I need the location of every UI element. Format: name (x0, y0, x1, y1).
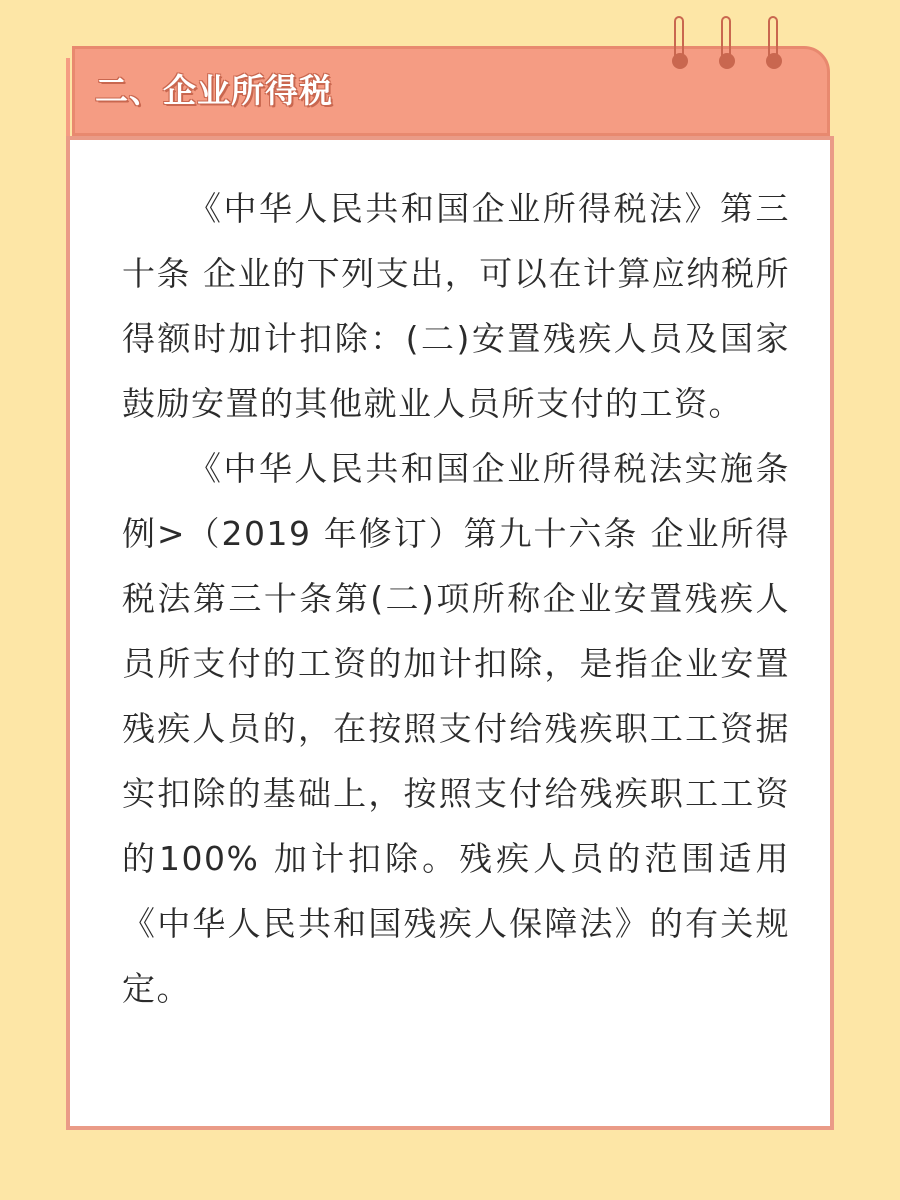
binder-ring-icon (671, 16, 689, 72)
section-title: 二、企业所得税 (95, 71, 333, 110)
section-header (72, 46, 830, 136)
header-side-accent (66, 58, 70, 136)
paragraph: 《中华人民共和国企业所得税法》第三十条 企业的下列支出，可以在计算应纳税所得额时加计扣除：(二)安置残疾人员及国家鼓励安置的其他就业人员所支付的工资。 (122, 189, 790, 423)
content-card (66, 136, 834, 1130)
paragraph: 《中华人民共和国企业所得税法实施条例>（2019 年修订）第九十六条 企业所得税法第三十条第(二)项所称企业安置残疾人员所支付的工资的加计扣除，是指企业安置残疾人员的，在按照支付给残疾职工工资据实扣除的基础上，按照支付给残疾职工工资的100% 加计扣除。残疾人员的范围适用《中华人民共和国残疾人保障法》的有关规定。 (122, 449, 790, 1008)
binder-ring-icon (718, 16, 736, 72)
article-body (122, 176, 790, 1021)
binder-ring-icon (765, 16, 783, 72)
